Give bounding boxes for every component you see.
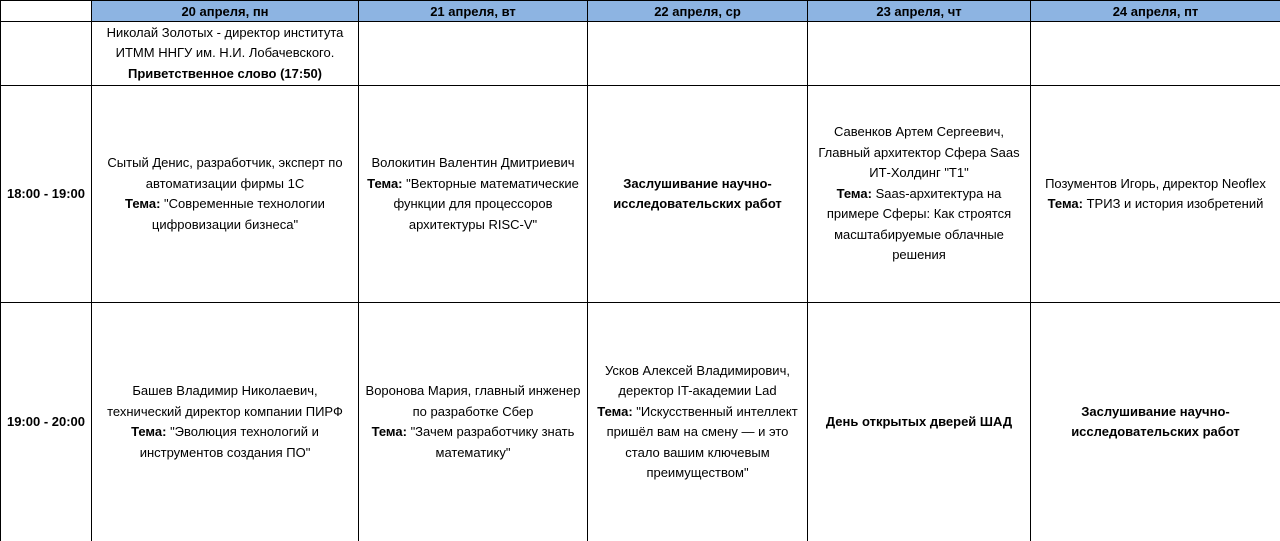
speaker-text: Усков Алексей Владимирович, деректор IT-академии Lad	[605, 362, 790, 398]
topic-label: Тема:	[836, 185, 872, 201]
slot-row-2	[1, 303, 1280, 541]
day-header-thu[interactable]: 23 апреля, чт	[808, 1, 1031, 22]
topic-text: "Зачем разработчику знать математику"	[410, 424, 575, 460]
day-header-tue[interactable]: 21 апреля, вт	[359, 1, 588, 22]
topic-label: Тема:	[1047, 196, 1083, 211]
slot-row-1	[1, 86, 1280, 303]
session-cell[interactable]	[359, 86, 588, 303]
day-header-fri[interactable]: 24 апреля, пт	[1031, 1, 1280, 22]
empty-cell[interactable]	[588, 22, 808, 86]
time-cell-empty[interactable]	[1, 22, 92, 86]
session-cell[interactable]	[359, 303, 588, 541]
session-cell[interactable]	[92, 86, 359, 303]
speaker-text: Волокитин Валентин Дмитриевич	[371, 155, 575, 170]
header-row	[1, 1, 1280, 22]
welcome-cell[interactable]	[92, 22, 359, 86]
topic-text: ТРИЗ и история изобретений	[1086, 196, 1264, 211]
session-cell[interactable]	[1031, 86, 1280, 303]
topic-label: Тема:	[131, 424, 167, 439]
event-text: Заслушивание научно-исследовательских работ	[613, 175, 782, 211]
speaker-text: Башев Владимир Николаевич, технический директор компании ПИРФ	[107, 383, 343, 419]
event-cell[interactable]	[1031, 303, 1280, 541]
welcome-speaker-line1: Николай Золотых - директор института	[106, 24, 344, 40]
speaker-text: Воронова Мария, главный инженер по разработке Сбер	[365, 383, 581, 419]
speaker-text: Позументов Игорь, директор Neoflex	[1045, 175, 1266, 191]
empty-cell[interactable]	[808, 22, 1031, 86]
event-cell[interactable]	[808, 303, 1031, 541]
time-cell[interactable]: 18:00 - 19:00	[1, 86, 92, 303]
topic-text: "Векторные математические функции для процессоров архитектуры RISC-V"	[393, 175, 579, 232]
event-text: День открытых дверей ШАД	[825, 413, 1013, 429]
welcome-speaker-line2: ИТММ ННГУ им. Н.И. Лобачевского.	[115, 45, 335, 61]
event-cell[interactable]	[588, 86, 808, 303]
topic-text: "Эволюция технологий и инструментов создания ПО"	[139, 424, 319, 460]
event-text: Заслушивание научно-исследовательских работ	[1071, 403, 1240, 439]
day-header-wed[interactable]: 22 апреля, ср	[588, 1, 808, 22]
time-cell[interactable]: 19:00 - 20:00	[1, 303, 92, 541]
corner-cell[interactable]	[1, 1, 92, 22]
session-cell[interactable]	[588, 303, 808, 541]
welcome-row	[1, 22, 1280, 86]
topic-text: "Современные технологии цифровизации бизнеса"	[151, 196, 325, 232]
topic-label: Тема:	[371, 424, 407, 439]
empty-cell[interactable]	[359, 22, 588, 86]
session-cell[interactable]	[92, 303, 359, 541]
topic-label: Тема:	[125, 196, 161, 211]
topic-text: Saas-архитектура на примере Сферы: Как строятся масштабируемые облачные решения	[826, 185, 1012, 263]
speaker-text: Сытый Денис, разработчик, эксперт по автоматизации фирмы 1С	[107, 155, 343, 191]
topic-text: "Искусственный интеллект пришёл вам на смену — и это стало вашим ключевым преимуществом"	[606, 403, 798, 480]
empty-cell[interactable]	[1031, 22, 1280, 86]
topic-label: Тема:	[597, 403, 633, 419]
day-header-mon[interactable]: 20 апреля, пн	[92, 1, 359, 22]
topic-label: Тема:	[367, 175, 403, 191]
speaker-text: Савенков Артем Сергеевич, Главный архитектор Сфера Saas ИТ-Холдинг "Т1"	[818, 124, 1020, 181]
session-cell[interactable]	[808, 86, 1031, 303]
welcome-title: Приветственное слово (17:50)	[127, 65, 323, 81]
